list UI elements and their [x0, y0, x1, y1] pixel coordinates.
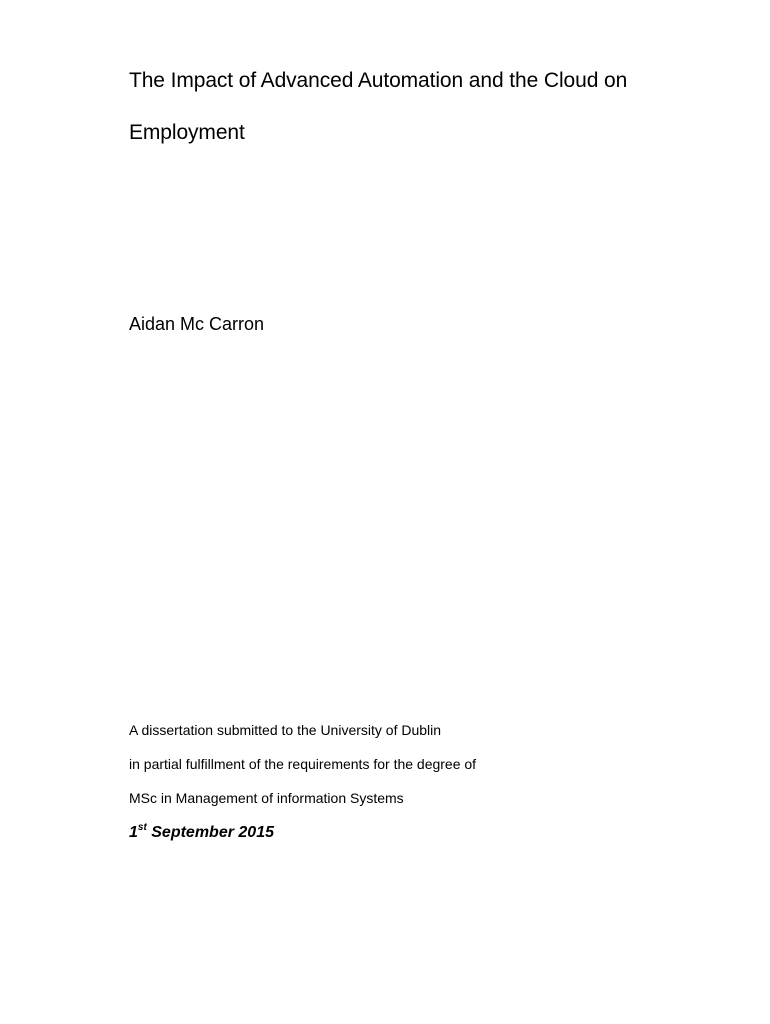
submission-date	[129, 822, 274, 844]
submission-statement-line-2: in partial fulfillment of the requirements for the degree of	[129, 756, 477, 772]
submission-statement-line-1: A dissertation submitted to the University of Dublin	[129, 722, 442, 738]
dissertation-title-line-1: The Impact of Advanced Automation and the Cloud on	[129, 69, 628, 92]
date-month-year: September 2015	[146, 824, 274, 841]
date-day: 1	[129, 824, 138, 841]
submission-statement-line-3: MSc in Management of information Systems	[129, 790, 404, 806]
author-name: Aidan Mc Carron	[129, 314, 265, 334]
date-day-suffix: st	[137, 821, 147, 833]
dissertation-title-line-2: Employment	[129, 121, 245, 144]
